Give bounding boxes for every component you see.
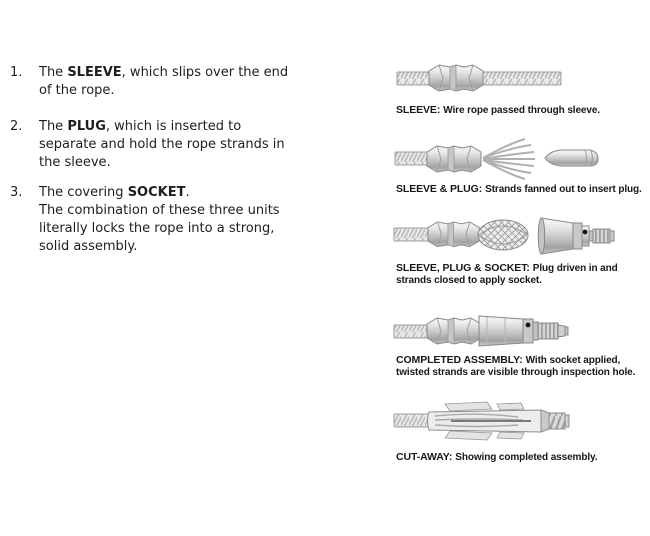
figure-cut-away (393, 400, 645, 464)
text-segment: The covering (39, 185, 128, 200)
sleeve-plug-illustration (393, 136, 608, 182)
caption-label: COMPLETED ASSEMBLY: (396, 354, 523, 366)
caption-text: Plug driven in and strands closed to apply socket. (396, 263, 618, 286)
text-line (39, 136, 285, 154)
text-line (39, 220, 280, 238)
list-item-number: 2. (10, 119, 23, 134)
caption-text: With socket applied, twisted strands are visible through inspection hole. (396, 355, 636, 378)
figure-caption (393, 452, 646, 464)
text-segment: the sleeve. (39, 155, 111, 170)
text-segment: , which is inserted to (105, 119, 242, 134)
figure-caption (393, 355, 646, 378)
text-segment: of the rope. (39, 83, 115, 98)
list-item-number: 3. (10, 185, 23, 200)
list-item-socket (10, 184, 382, 256)
text-line (39, 238, 280, 256)
figure-completed-assembly (393, 306, 645, 378)
caption-text: Showing completed assembly. (455, 452, 598, 463)
cut-away-illustration (393, 400, 593, 444)
list-item-plug (10, 118, 382, 172)
text-segment: , which slips over the end (121, 65, 289, 80)
figure-caption (393, 184, 646, 196)
term-plug: PLUG (67, 119, 106, 134)
caption-label: SLEEVE & PLUG: (396, 183, 483, 195)
caption-label: CUT-AWAY: (396, 451, 453, 463)
text-segment: The combination of these three units (39, 203, 280, 218)
term-sleeve: SLEEVE (67, 65, 122, 80)
figure-sleeve (393, 53, 645, 117)
text-segment: The (39, 65, 68, 80)
list-item-number: 1. (10, 65, 23, 80)
text-segment: solid assembly. (39, 239, 138, 254)
figure-caption (393, 105, 646, 117)
text-segment: . (185, 185, 190, 200)
term-socket: SOCKET (127, 185, 186, 200)
caption-text: Strands fanned out to insert plug. (485, 184, 642, 195)
text-segment: The (39, 119, 68, 134)
figure-sleeve-plug-socket (393, 212, 645, 286)
list-item-text (39, 184, 280, 256)
list-item-text (39, 118, 285, 172)
caption-label: SLEEVE, PLUG & SOCKET: (396, 262, 530, 274)
text-line (39, 202, 280, 220)
text-line (39, 118, 285, 136)
text-line (39, 64, 288, 82)
caption-text: Wire rope passed through sleeve. (443, 105, 600, 116)
list-item-text (39, 64, 288, 100)
instruction-list (10, 64, 382, 274)
sleeve-illustration (393, 53, 568, 101)
list-item-sleeve (10, 64, 382, 100)
sleeve-plug-socket-illustration (393, 212, 628, 260)
text-line (39, 154, 285, 172)
text-segment: literally locks the rope into a strong, (39, 221, 275, 236)
text-line (39, 82, 288, 100)
text-line (39, 184, 280, 202)
text-segment: separate and hold the rope strands in (39, 137, 285, 152)
caption-label: SLEEVE: (396, 104, 441, 116)
completed-assembly-illustration (393, 306, 573, 352)
figure-sleeve-plug (393, 136, 645, 196)
figure-caption (393, 263, 646, 286)
